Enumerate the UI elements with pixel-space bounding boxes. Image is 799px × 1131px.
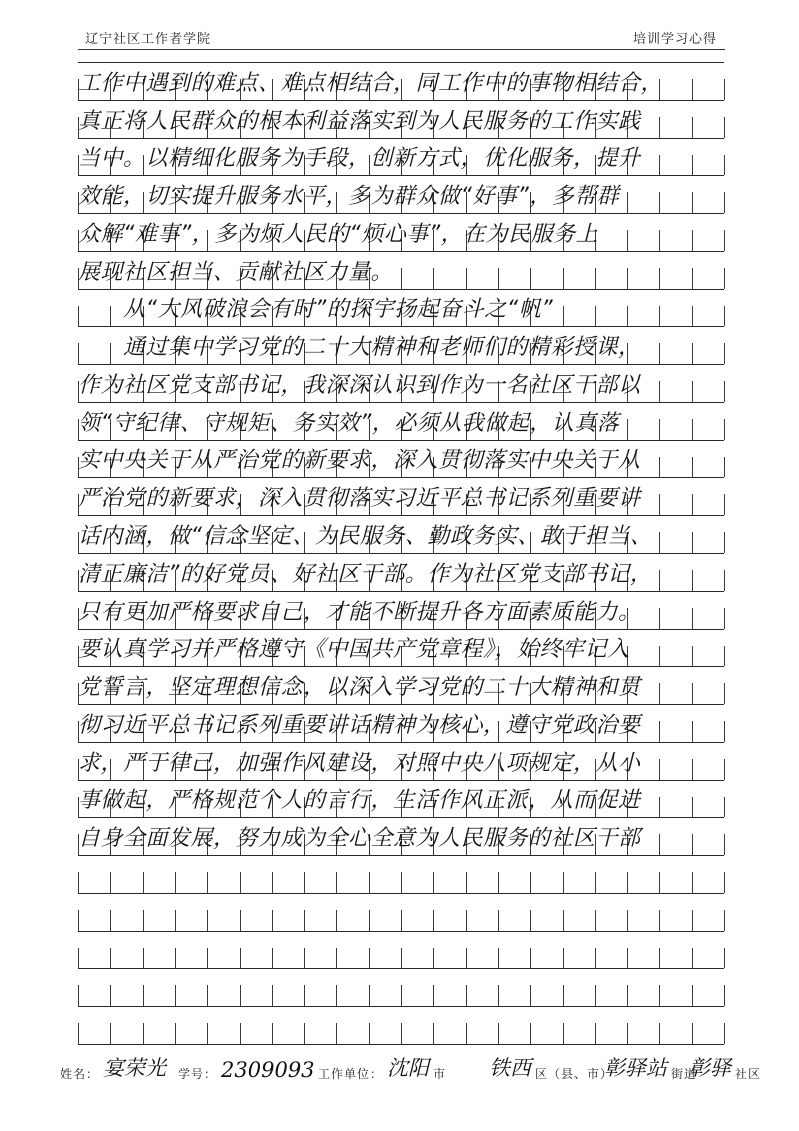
handwritten-line (78, 100, 724, 138)
name-label: 姓名： (60, 1067, 100, 1081)
grid-cell-divider (724, 117, 725, 138)
handwritten-line (78, 704, 724, 742)
grid-cell-divider (724, 646, 725, 667)
line-text: 事做起，严格规范个人的言行，生活作风正派，从而促进 (78, 788, 641, 814)
street-value: 彰驿站 (604, 1056, 667, 1080)
city-suffix: 市 (433, 1067, 447, 1081)
line-text: 实中央关于从严治党的新要求，深入贯彻落实中央关于从 (78, 448, 641, 474)
line-text: 作为社区党支部书记，我深深认识到作为一名社区干部以 (78, 372, 641, 398)
grid-cell-divider (724, 872, 725, 893)
line-text: 工作中遇到的难点、难点相结合，同工作中的事物相结合， (78, 70, 664, 96)
line-text: 效能，切实提升服务水平，多为群众做“好事”，多帮群 (78, 184, 620, 210)
grid-cell-divider (724, 192, 725, 213)
grid-cell-divider (724, 155, 725, 176)
grid-cell-divider (724, 79, 725, 100)
line-text: 通过集中学习党的二十大精神和老师们的精彩授课， (78, 335, 641, 361)
grid-cell-divider (724, 381, 725, 402)
line-text: 众解“难事”，多为烦人民的“烦心事”，在为民服务上 (78, 221, 599, 247)
id-value: 2309093 (221, 1058, 315, 1082)
handwritten-line (78, 968, 724, 1006)
handwritten-line (78, 742, 724, 780)
grid-cell-divider (724, 759, 725, 780)
grid-cell-divider (724, 834, 725, 855)
handwritten-line (78, 213, 724, 251)
district-value: 铁西 (489, 1056, 531, 1080)
line-text: 清正廉洁”的好党员、好社区干部。作为社区党支部书记， (78, 561, 653, 587)
line-text: 求，严于律己，加强作风建设，对照中央八项规定，从小 (78, 750, 641, 776)
unit-label: 工作单位： (318, 1067, 384, 1081)
grid-cell-divider (724, 721, 725, 742)
handwritten-line (78, 175, 724, 213)
handwritten-line (78, 666, 724, 704)
handwritten-line (78, 591, 724, 629)
grid-cell-divider (724, 306, 725, 327)
handwritten-line (78, 515, 724, 553)
line-text: 领“守纪律、守规矩、务实效”，必须从我做起，认真落 (78, 410, 620, 436)
line-text: 只有更加严格要求自己，才能不断提升各方面素质能力。 (78, 599, 641, 625)
handwritten-line (78, 893, 724, 931)
city-value: 沈阳 (387, 1056, 430, 1080)
line-text (78, 1041, 724, 1044)
grid-cell-divider (724, 494, 725, 515)
handwritten-line (78, 477, 724, 515)
handwritten-line (78, 855, 724, 893)
handwritten-line (78, 1006, 724, 1044)
handwritten-line (78, 251, 724, 289)
writing-grid (78, 62, 724, 1044)
id-label: 学号： (178, 1067, 218, 1081)
grid-cell-divider (724, 797, 725, 818)
handwritten-line (78, 553, 724, 591)
handwritten-line (78, 364, 724, 402)
grid-row-line (78, 1044, 724, 1045)
grid-cell-divider (724, 985, 725, 1006)
street-suffix: 街道 (671, 1067, 698, 1081)
line-text: 从“大风破浪会有时”的探宇扬起奋斗之“帆” (78, 297, 554, 323)
handwritten-line (78, 817, 724, 855)
line-text: 展现社区担当、贡献社区力量。 (78, 259, 394, 285)
handwritten-line (78, 629, 724, 667)
grid-cell-divider (724, 608, 725, 629)
handwritten-line (78, 402, 724, 440)
grid-cell-divider (724, 1023, 725, 1044)
grid-cell-divider (724, 570, 725, 591)
handwritten-line (78, 780, 724, 818)
community-suffix: 社区 (735, 1067, 762, 1081)
handwritten-line (78, 62, 724, 100)
grid-cell-divider (724, 948, 725, 969)
grid-cell-divider (724, 910, 725, 931)
line-text: 彻习近平总书记系列重要讲话精神为核心，遵守党政治要 (78, 712, 641, 738)
line-text: 自身全面发展，努力成为全心全意为人民服务的社区干部 (78, 826, 641, 852)
grid-cell-divider (724, 532, 725, 553)
handwritten-line (78, 138, 724, 176)
header-school-name: 辽宁社区工作者学院 (85, 32, 212, 47)
grid-cell-divider (724, 683, 725, 704)
grid-cell-divider (724, 230, 725, 251)
grid-cell-divider (724, 457, 725, 478)
grid-cell-divider (724, 343, 725, 364)
handwritten-line (78, 289, 724, 327)
line-text: 严治党的新要求，深入贯彻落实习近平总书记系列重要讲 (78, 486, 641, 512)
community-value: 彰驿 (689, 1056, 731, 1080)
header-doc-title: 培训学习心得 (632, 32, 717, 47)
name-value: 宴荣光 (103, 1056, 167, 1080)
grid-cell-divider (724, 419, 725, 440)
line-text: 要认真学习并严格遵守《中国共产党章程》，始终牢记入 (78, 637, 630, 663)
line-text: 当中。以精细化服务为手段，创新方式，优化服务，提升 (78, 146, 641, 172)
handwritten-line (78, 326, 724, 364)
header-divider (78, 49, 725, 50)
line-text: 党誓言，坚定理想信念，以深入学习党的二十大精神和贯 (78, 675, 641, 701)
district-suffix: 区（县、市） (535, 1067, 614, 1081)
grid-cell-divider (724, 268, 725, 289)
line-text: 话内涵，做“信念坚定、为民服务、勤政务实、敢于担当、 (78, 523, 653, 549)
line-text: 真正将人民群众的根本利益落实到为人民服务的工作实践 (78, 108, 641, 134)
handwritten-line (78, 440, 724, 478)
handwritten-line (78, 931, 724, 969)
